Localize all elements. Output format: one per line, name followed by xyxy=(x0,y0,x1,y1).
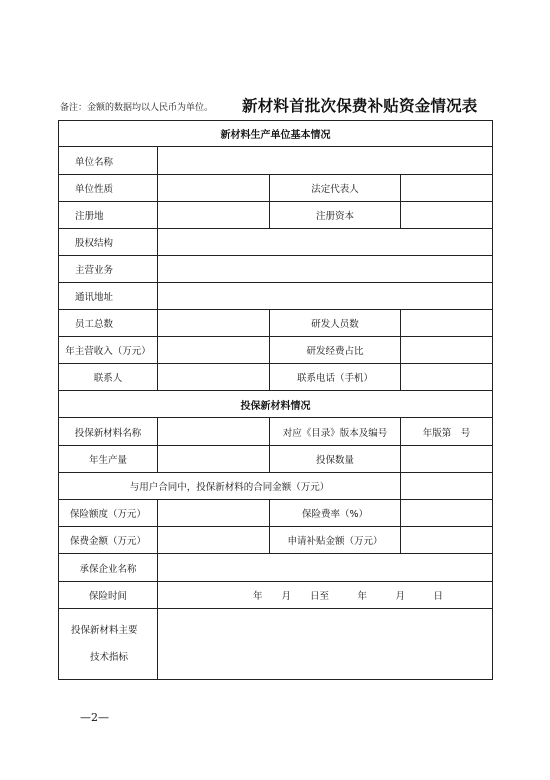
reg-capital-field[interactable] xyxy=(401,202,493,229)
period-field[interactable] xyxy=(158,582,493,609)
contact-phone-label: 联系电话（手机） xyxy=(270,364,401,391)
edition-number-field[interactable]: 年版第 号 xyxy=(401,418,493,446)
material-name-field[interactable] xyxy=(158,418,270,446)
address-field[interactable] xyxy=(158,283,493,310)
employees-label: 员工总数 xyxy=(59,310,158,337)
rd-ratio-field[interactable] xyxy=(401,337,493,364)
legal-rep-field[interactable] xyxy=(401,175,493,202)
rd-staff-field[interactable] xyxy=(401,310,493,337)
contact-label: 联系人 xyxy=(59,364,158,391)
section-insured-heading: 投保新材料情况 xyxy=(59,391,493,418)
premium-field[interactable] xyxy=(158,527,270,554)
coverage-field[interactable] xyxy=(158,500,270,527)
unit-nature-field[interactable] xyxy=(158,175,270,202)
tech-spec-label-line1: 投保新材料主要 xyxy=(71,625,138,636)
period-value: 年 月 日至 年 月 日 xyxy=(253,591,444,602)
equity-field[interactable] xyxy=(158,229,493,256)
tech-spec-field[interactable] xyxy=(158,609,493,680)
period-row xyxy=(59,582,493,609)
employees-row xyxy=(59,310,493,337)
premium-row xyxy=(59,527,493,554)
insurer-field[interactable] xyxy=(158,554,493,582)
main-business-label: 主营业务 xyxy=(59,256,158,283)
rd-ratio-label: 研发经费占比 xyxy=(270,337,401,364)
address-label: 通讯地址 xyxy=(59,283,158,310)
material-name-row xyxy=(59,418,493,446)
employees-field[interactable] xyxy=(158,310,270,337)
premium-label: 保费金额（万元） xyxy=(59,527,158,554)
coverage-label: 保险额度（万元） xyxy=(59,500,158,527)
contract-amount-row xyxy=(59,473,493,500)
legal-rep-label: 法定代表人 xyxy=(270,175,401,202)
unit-name-label: 单位名称 xyxy=(59,147,158,175)
contact-phone-field[interactable] xyxy=(401,364,493,391)
revenue-label: 年主营收入（万元） xyxy=(59,337,158,364)
section-basic-row xyxy=(59,121,493,147)
output-row xyxy=(59,446,493,473)
equity-row xyxy=(59,229,493,256)
annual-output-label: 年生产量 xyxy=(59,446,158,473)
reg-place-row xyxy=(59,202,493,229)
page-number: —2— xyxy=(80,711,109,724)
unit-nature-label: 单位性质 xyxy=(59,175,158,202)
subsidy-form-table xyxy=(58,120,493,680)
main-business-field[interactable] xyxy=(158,256,493,283)
insured-qty-field[interactable] xyxy=(401,446,493,473)
contact-row xyxy=(59,364,493,391)
period-label: 保险时间 xyxy=(59,582,158,609)
premium-rate-label: 保险费率（%） xyxy=(270,500,401,527)
main-business-row xyxy=(59,256,493,283)
reg-place-field[interactable] xyxy=(158,202,270,229)
insured-qty-label: 投保数量 xyxy=(270,446,401,473)
revenue-field[interactable] xyxy=(158,337,270,364)
equity-label: 股权结构 xyxy=(59,229,158,256)
reg-place-label: 注册地 xyxy=(59,202,158,229)
address-row xyxy=(59,283,493,310)
insurer-row xyxy=(59,554,493,582)
insurer-label: 承保企业名称 xyxy=(59,554,158,582)
currency-note: 备注：金额的数据均以人民币为单位。 xyxy=(60,103,214,113)
contact-field[interactable] xyxy=(158,364,270,391)
unit-name-field[interactable] xyxy=(158,147,493,175)
tech-spec-label xyxy=(59,609,158,680)
page-title: 新材料首批次保费补贴资金情况表 xyxy=(242,97,478,115)
unit-name-row xyxy=(59,147,493,175)
contract-amount-label: 与用户合同中，投保新材料的合同金额（万元） xyxy=(59,473,401,500)
unit-nature-row xyxy=(59,175,493,202)
rd-staff-label: 研发人员数 xyxy=(270,310,401,337)
catalog-ref-label: 对应《目录》版本及编号 xyxy=(270,418,401,446)
revenue-row xyxy=(59,337,493,364)
subsidy-label: 申请补贴金额（万元） xyxy=(270,527,401,554)
premium-rate-field[interactable] xyxy=(401,500,493,527)
tech-spec-label-line2: 技术指标 xyxy=(90,652,129,663)
annual-output-field[interactable] xyxy=(158,446,270,473)
section-basic-heading: 新材料生产单位基本情况 xyxy=(59,121,493,147)
section-insured-row xyxy=(59,391,493,418)
material-name-label: 投保新材料名称 xyxy=(59,418,158,446)
reg-capital-label: 注册资本 xyxy=(270,202,401,229)
tech-spec-row xyxy=(59,609,493,680)
subsidy-field[interactable] xyxy=(401,527,493,554)
contract-amount-field[interactable] xyxy=(401,473,493,500)
coverage-row xyxy=(59,500,493,527)
